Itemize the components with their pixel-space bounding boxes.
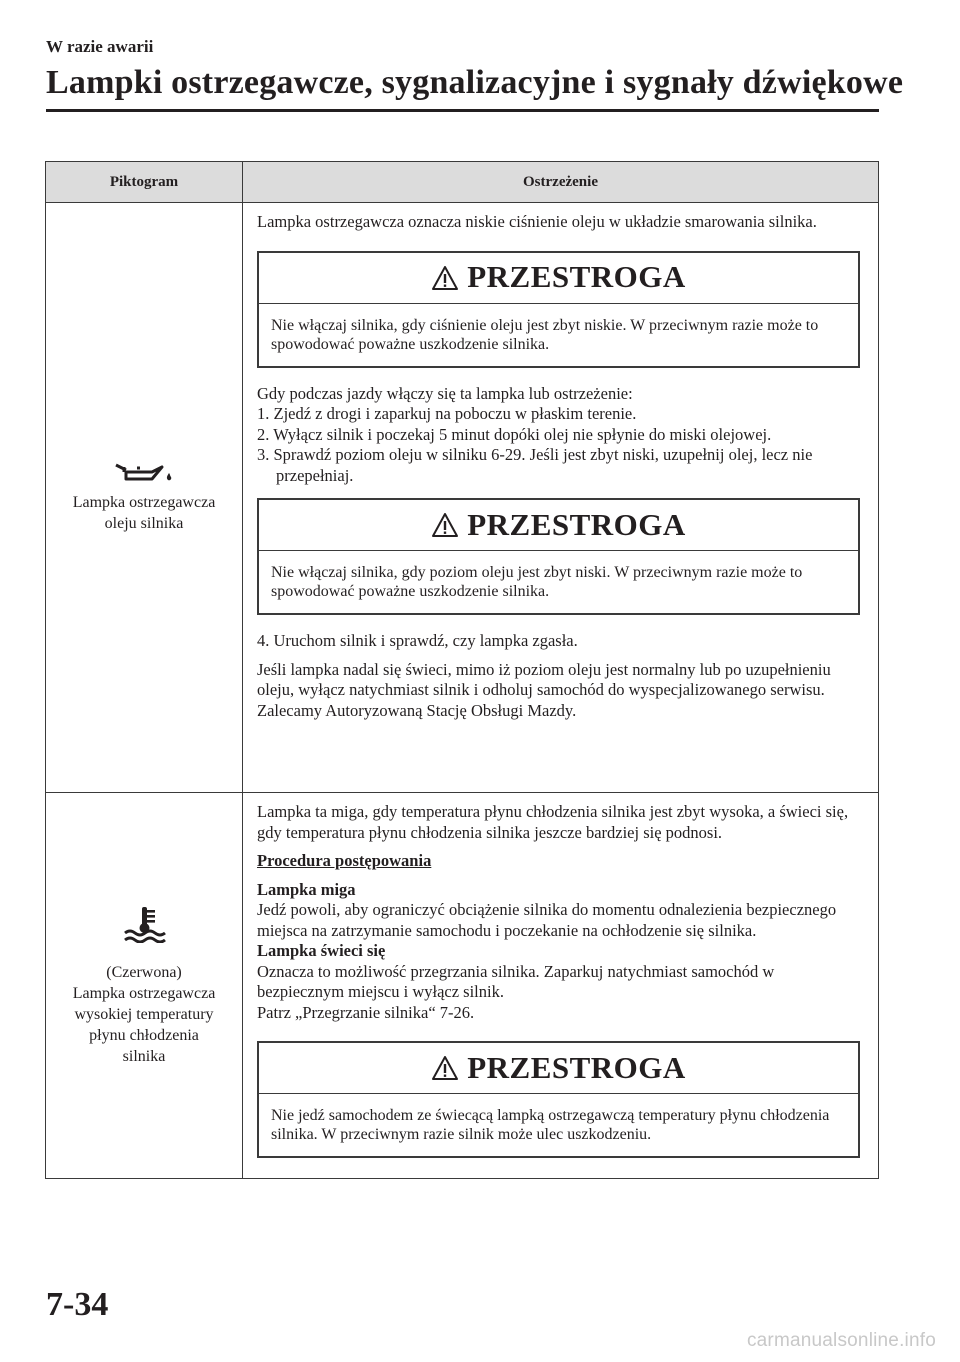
table-row xyxy=(46,203,879,793)
column-header-warning: Ostrzeżenie xyxy=(243,162,879,203)
caution-title: PRZESTROGA xyxy=(467,506,686,542)
description-cell xyxy=(243,203,879,793)
caption-line: oleju silnika xyxy=(104,515,184,532)
oil-intro: Lampka ostrzegawcza oznacza niskie ciśnienie oleju w układzie smarowania silnika. xyxy=(257,212,817,231)
caution-heading xyxy=(259,1043,858,1094)
see-also-reference: Patrz „Przegrzanie silnika“ 7-26. xyxy=(257,1002,475,1022)
blink-heading: Lampka miga xyxy=(257,879,356,899)
table-header-row xyxy=(46,162,879,203)
pictogram-cell xyxy=(46,203,243,793)
warning-lights-table xyxy=(45,161,879,1179)
description-cell xyxy=(243,793,879,1179)
column-header-pictogram: Piktogram xyxy=(46,162,243,203)
coolant-temperature-icon xyxy=(46,905,242,948)
caution-title: PRZESTROGA xyxy=(467,1049,686,1085)
caption-line: (Czerwona) xyxy=(106,963,182,981)
caption-line: Lampka ostrzegawcza xyxy=(72,984,216,1002)
caption-line: płynu chłodzenia xyxy=(89,1026,199,1044)
list-item: 1. Zjedź z drogi i zaparkuj na poboczu w płaskim terenie. xyxy=(257,404,637,423)
caption-line: Lampka ostrzegawcza xyxy=(72,494,216,511)
caution-title: PRZESTROGA xyxy=(467,259,686,295)
caution-text: Nie włączaj silnika, gdy ciśnienie oleju jest zbyt niskie. W przeciwnym razie może to spowodować poważne uszkodzenie silnika. xyxy=(271,316,819,353)
blink-text: Jedź powoli, aby ograniczyć obciążenie silnika do momentu odnalezienia bezpiecznego miejsca na zatrzymanie samochodu i poczekanie na ochłodzenie się silnika. xyxy=(257,900,837,940)
caution-box xyxy=(257,251,860,368)
steps-intro: Gdy podczas jazdy włączy się ta lampka lub ostrzeżenie: xyxy=(257,383,633,403)
page-title: Lampki ostrzegawcze, sygnalizacyjne i sygnały dźwiękowe xyxy=(46,64,904,101)
section-label: W razie awarii xyxy=(46,37,154,56)
title-rule xyxy=(46,109,879,112)
steps-list xyxy=(257,404,864,486)
pictogram-cell xyxy=(46,793,243,1179)
coolant-intro: Lampka ta miga, gdy temperatura płynu chłodzenia silnika jest zbyt wysoka, a świeci się, gdy temperatura płynu chłodzenia silnika jeszcze bardziej się podnosi. xyxy=(257,802,849,842)
warning-triangle-icon xyxy=(431,265,459,291)
oil-can-icon xyxy=(46,461,242,488)
oil-outro: Jeśli lampka nadal się świeci, mimo iż poziom oleju jest normalny lub po uzupełnieniu oleju, wyłącz natychmiast silnik i odholuj samochód do wyspecjalizowanego serwisu. Zalecamy Autoryzowaną Stację Obsługi Mazdy. xyxy=(257,659,831,720)
caption-line: wysokiej temperatury xyxy=(74,1005,214,1023)
step-4: 4. Uruchom silnik i sprawdź, czy lampka zgasła. xyxy=(257,631,578,650)
caution-text: Nie jedź samochodem ze świecącą lampką ostrzegawczą temperatury płynu chłodzenia silnika. W przeciwnym razie silnik może ulec uszkodzeniu. xyxy=(271,1107,830,1143)
list-item: 2. Wyłącz silnik i poczekaj 5 minut dopóki olej nie spłynie do miski olejowej. xyxy=(257,424,772,444)
procedure-heading: Procedura postępowania xyxy=(257,851,432,870)
caution-box xyxy=(257,498,860,615)
lit-heading: Lampka świeci się xyxy=(257,941,386,960)
warning-triangle-icon xyxy=(431,1055,459,1081)
page-number: 7-34 xyxy=(46,1286,109,1323)
oil-light-caption xyxy=(46,492,242,534)
caution-text: Nie włączaj silnika, gdy poziom oleju jest zbyt niski. W przeciwnym razie może to spowodować poważne uszkodzenie silnika. xyxy=(271,564,803,600)
caution-box xyxy=(257,1041,860,1158)
table-row xyxy=(46,793,879,1179)
list-item: 3. Sprawdź poziom oleju w silniku 6-29. Jeśli jest zbyt niski, uzupełnij olej, lecz nie przepełniaj. xyxy=(257,445,813,485)
caution-heading xyxy=(259,253,858,304)
warning-triangle-icon xyxy=(431,512,459,538)
coolant-light-caption xyxy=(46,962,242,1067)
lit-text: Oznacza to możliwość przegrzania silnika. Zaparkuj natychmiast samochód w bezpiecznym miejscu i wyłącz silnik. xyxy=(257,961,775,1001)
watermark-text: carmanualsonline.info xyxy=(746,1330,936,1351)
caption-line: silnika xyxy=(122,1047,166,1065)
caution-heading xyxy=(259,500,858,551)
